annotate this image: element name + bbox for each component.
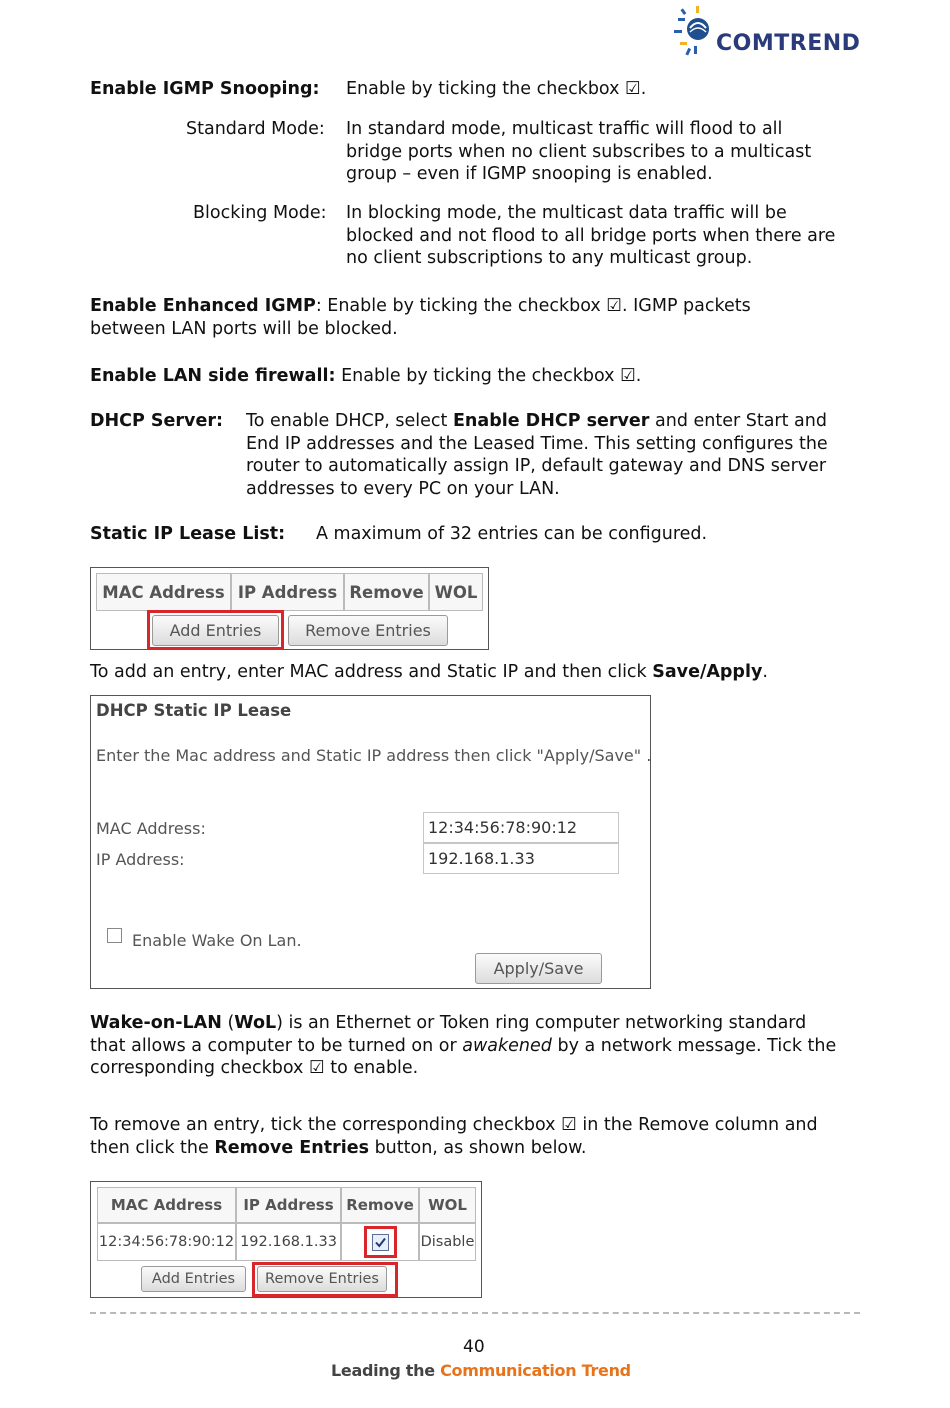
row-wol-cell: Disable: [419, 1223, 476, 1261]
blocking-mode-desc: In blocking mode, the multicast data traffic will be blocked and not flood to all bridge ports when there are no client subscriptions to any multicast group.: [346, 203, 836, 269]
ip-address-label: IP Address:: [96, 850, 185, 869]
remove-entry-instruction: To remove an entry, tick the corresponding checkbox ☑ in the Remove column and then click the Remove Entries button, as shown below.: [90, 1115, 818, 1158]
remove-entries-button[interactable]: Remove Entries: [257, 1266, 387, 1292]
add-entry-instruction: To add an entry, enter MAC address and Static IP and then click Save/Apply.: [90, 662, 768, 682]
blocking-mode-label: Blocking Mode:: [193, 203, 327, 223]
igmp-desc: Enable by ticking the checkbox ☑.: [346, 79, 647, 99]
footer-tagline: Leading the Communication Trend: [331, 1361, 631, 1380]
add-entries-highlight: [147, 610, 284, 650]
col-header-wol: WOL: [419, 1187, 476, 1223]
remove-entries-button[interactable]: Remove Entries: [288, 615, 448, 646]
dhcp-desc: To enable DHCP, select Enable DHCP server and enter Start and End IP addresses and the Leased Time. This setting configures the router to automatically assign IP, default gateway and DNS server addresses to every PC on your LAN.: [246, 411, 828, 500]
static-ip-lease-form: [90, 695, 651, 989]
form-instruction: Enter the Mac address and Static IP address then click "Apply/Save" .: [96, 746, 652, 765]
lan-firewall-paragraph: Enable LAN side firewall: Enable by ticking the checkbox ☑.: [90, 366, 642, 386]
remove-entries-highlight: [252, 1262, 398, 1297]
lease-list-table: [90, 567, 489, 650]
igmp-label: Enable IGMP Snooping:: [90, 79, 320, 99]
dhcp-label: DHCP Server:: [90, 411, 223, 431]
lease-list-table-with-entry: [90, 1181, 482, 1298]
enhanced-igmp-paragraph: Enable Enhanced IGMP: Enable by ticking the checkbox ☑. IGMP packets between LAN ports will be blocked.: [90, 296, 751, 339]
ip-address-input[interactable]: 192.168.1.33: [423, 843, 619, 874]
static-lease-label: Static IP Lease List:: [90, 524, 286, 544]
footer-divider: [90, 1312, 860, 1314]
mac-address-input[interactable]: 12:34:56:78:90:12: [423, 812, 619, 843]
logo-burst-icon: [668, 4, 716, 60]
standard-mode-desc: In standard mode, multicast traffic will flood to all bridge ports when no client subscribes to a multicast group – even if IGMP snooping is enabled.: [346, 119, 812, 185]
col-header-wol: WOL: [429, 573, 483, 611]
mac-address-label: MAC Address:: [96, 819, 206, 838]
standard-mode-label: Standard Mode:: [186, 119, 325, 139]
wake-on-lan-checkbox[interactable]: [107, 928, 122, 943]
logo-wordmark: COMTREND: [716, 31, 861, 56]
static-lease-desc: A maximum of 32 entries can be configured.: [316, 524, 708, 544]
add-entries-button[interactable]: Add Entries: [141, 1266, 246, 1292]
row-ip-cell: 192.168.1.33: [236, 1223, 341, 1261]
col-header-mac: MAC Address: [97, 1187, 236, 1223]
col-header-ip: IP Address: [236, 1187, 341, 1223]
remove-checkbox-highlight: [364, 1226, 397, 1258]
col-header-remove: Remove: [341, 1187, 419, 1223]
col-header-ip: IP Address: [231, 573, 344, 611]
apply-save-button[interactable]: Apply/Save: [475, 953, 602, 984]
row-mac-cell: 12:34:56:78:90:12: [97, 1223, 236, 1261]
form-title: DHCP Static IP Lease: [96, 701, 292, 720]
col-header-remove: Remove: [344, 573, 429, 611]
wol-paragraph: Wake-on-LAN (WoL) is an Ethernet or Token ring computer networking standard that allows a computer to be turned on or awakened by a network message. Tick the corresponding checkbox ☑ to enable.: [90, 1013, 837, 1079]
add-entries-button[interactable]: Add Entries: [152, 615, 279, 646]
wake-on-lan-label: Enable Wake On Lan.: [132, 931, 302, 950]
page-number: 40: [463, 1337, 485, 1357]
comtrend-logo: [668, 4, 868, 60]
col-header-mac: MAC Address: [96, 573, 231, 611]
